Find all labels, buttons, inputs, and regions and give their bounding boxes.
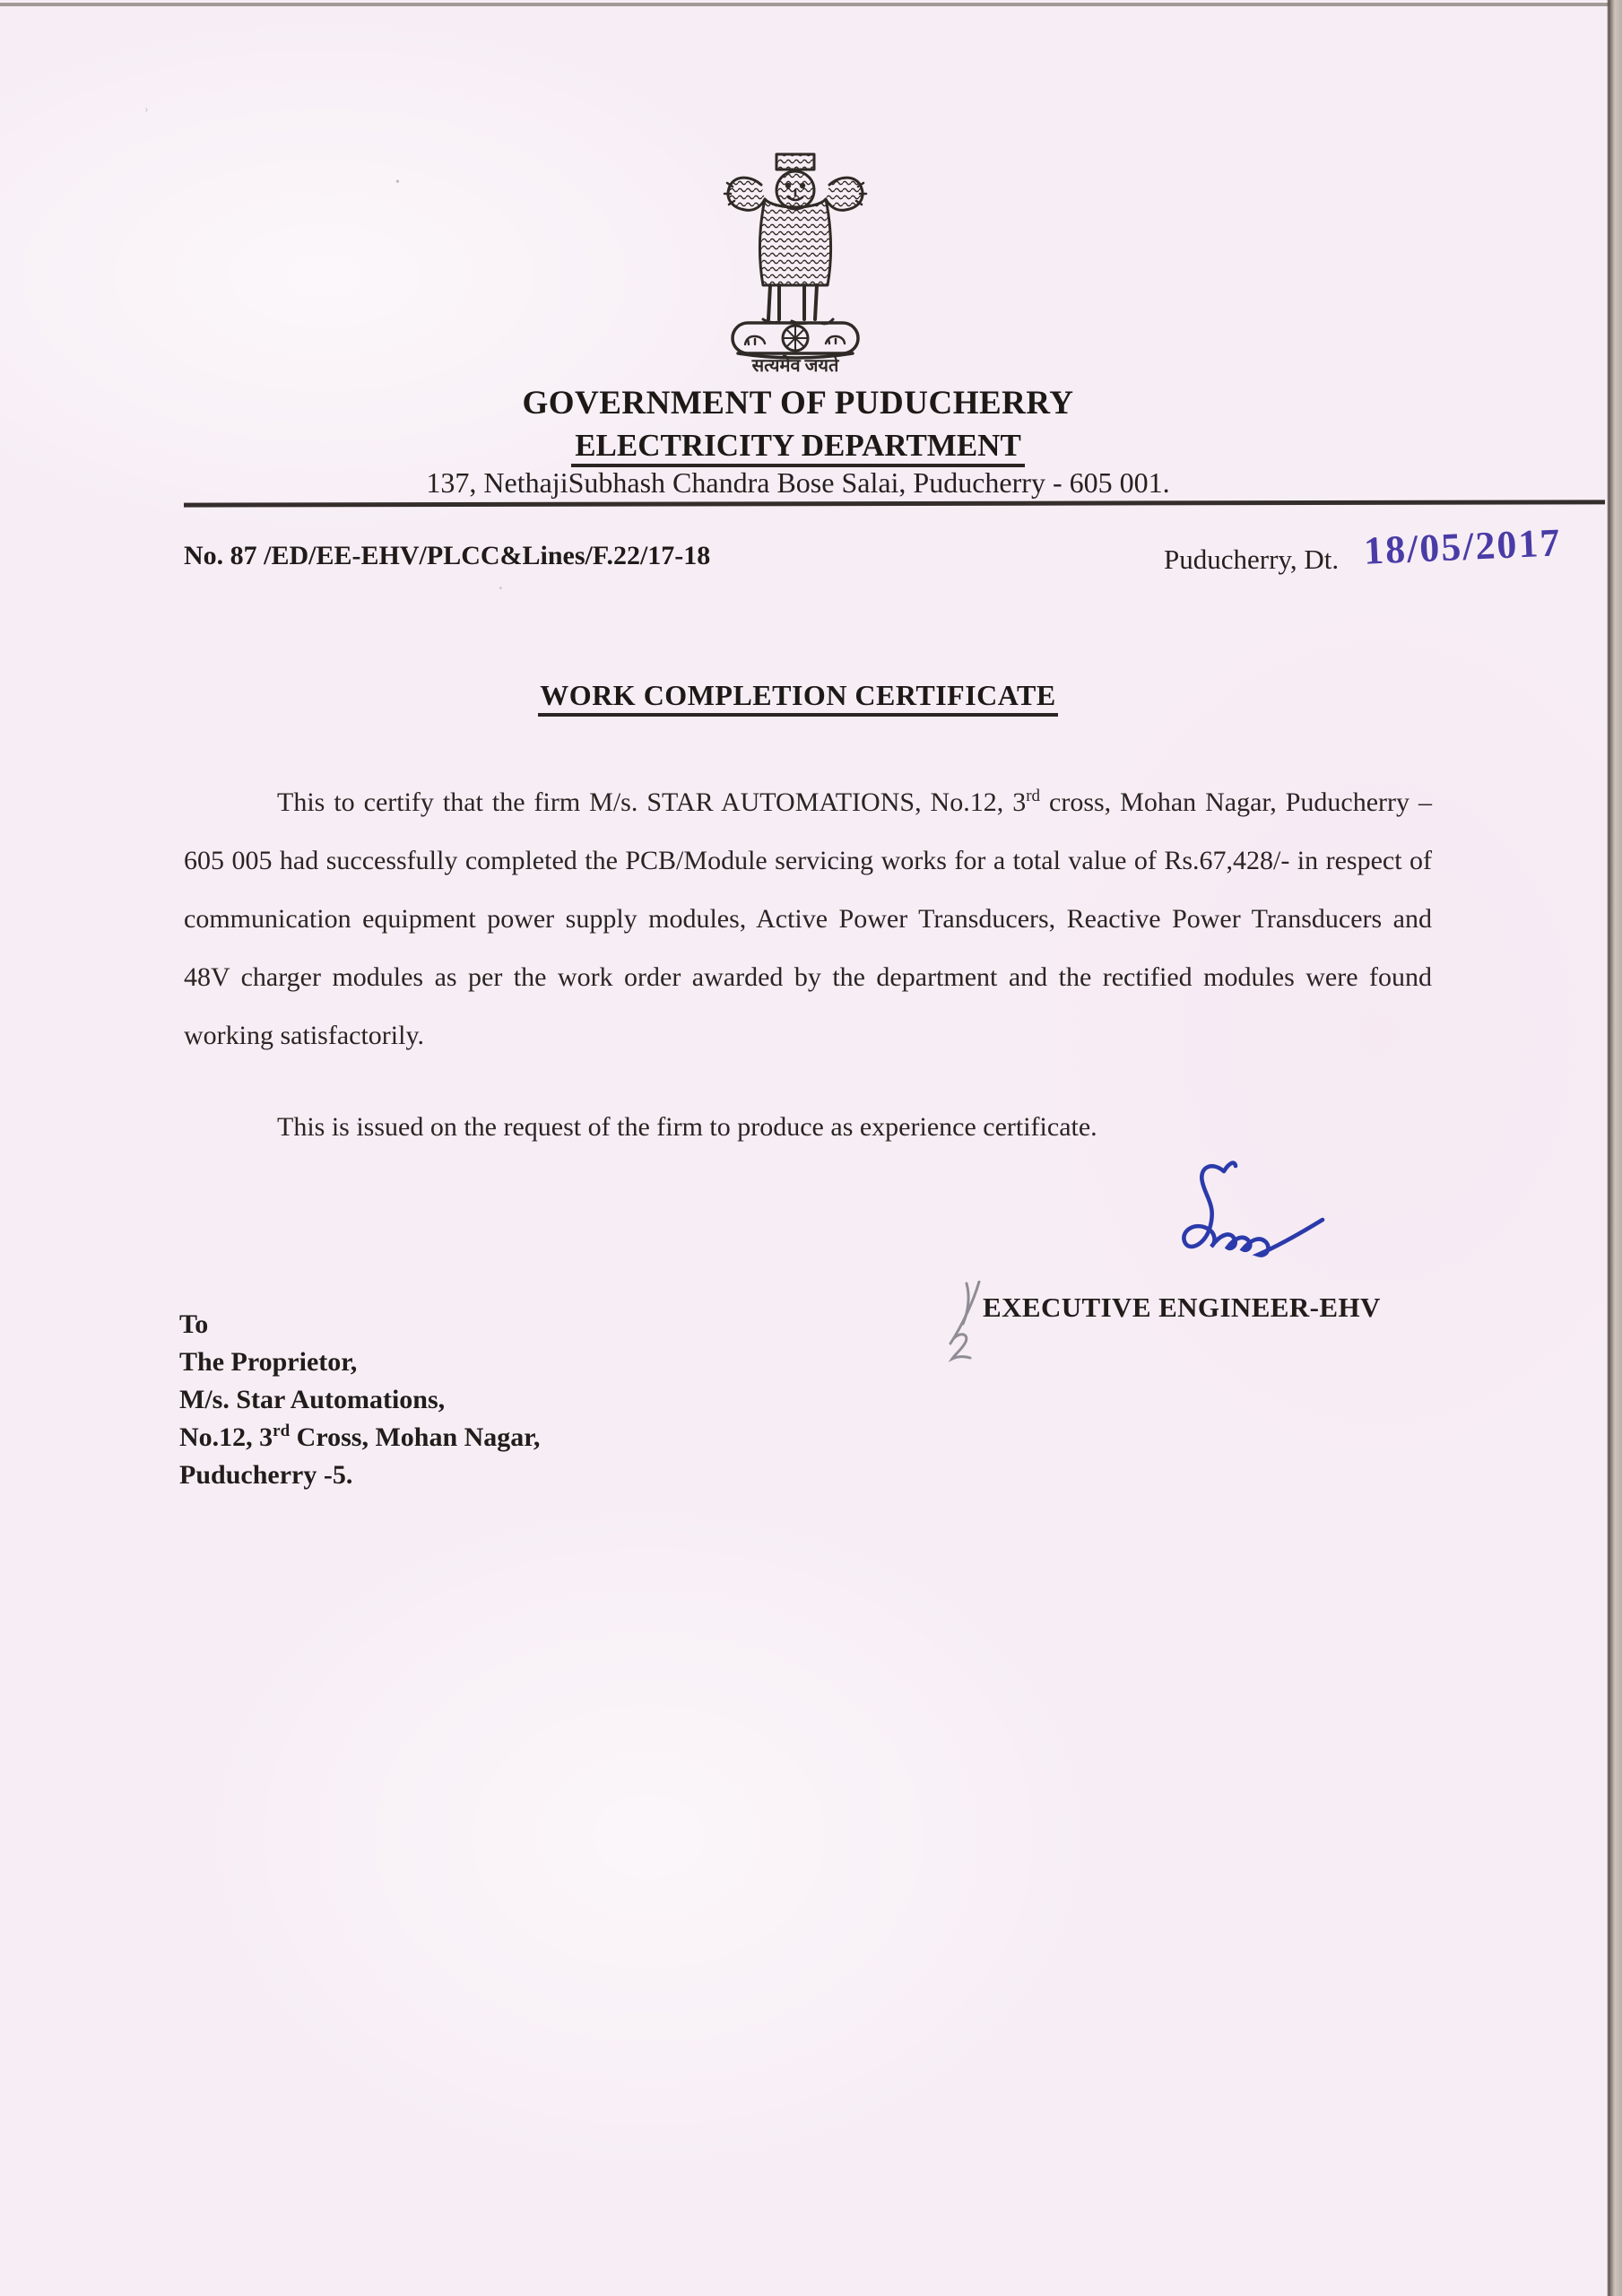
department-title-text: ELECTRICITY DEPARTMENT [571,428,1025,467]
scan-paper-right-edge [1607,0,1622,2296]
india-state-emblem [706,151,885,377]
place-date-label: Puducherry, Dt. [1164,544,1340,575]
body-paragraph-1: This to certify that the firm M/s. STAR AUTOMATIONS, No.12, 3rd cross, Mohan Nagar, Puducherry – 605 005 had successfully completed the PCB/Module servicing works for a total value of Rs.67,428/- in respect of communication equipment power supply modules, Active Power Transducers, Reactive Power Transducers and 48V charger modules as per the work order awarded by the department and the rectified modules were found working satisfactorily. [184,787,1432,1050]
letterhead-divider [184,500,1605,507]
signature-ink [1150,1157,1334,1292]
scan-top-edge [0,3,1609,6]
document-title-text: WORK COMPLETION CERTIFICATE [538,679,1057,717]
pencil-initial-mark [945,1281,988,1366]
recipient-line: The Proprietor, [179,1347,358,1377]
government-title: GOVERNMENT OF PUDUCHERRY [522,385,1074,422]
emblem-motto: सत्यमेव जयते [751,356,839,376]
paper-speck: • [499,581,503,595]
recipient-address-block [179,1306,540,1494]
recipient-line: To [179,1309,209,1339]
paper-speck: ʾ [143,106,150,126]
signatory-designation: EXECUTIVE ENGINEER-EHV [983,1292,1381,1323]
lion-capital-icon [706,151,885,377]
body-paragraph-2: This is issued on the request of the firm to produce as experience certificate. [277,1112,1097,1142]
department-title [0,428,1596,464]
letterhead-address: 137, NethajiSubhash Chandra Bose Salai, Puducherry - 605 001. [426,466,1170,499]
recipient-line: No.12, 3rd Cross, Mohan Nagar, [179,1422,541,1452]
recipient-line: Puducherry -5. [179,1460,353,1490]
handwritten-date: 18/05/2017 [1363,520,1563,573]
reference-number: No. 87 /ED/EE-EHV/PLCC&Lines/F.22/17-18 [184,541,711,570]
recipient-line: M/s. Star Automations, [179,1385,446,1414]
paper-speck: • [395,176,400,189]
document-title [0,679,1596,712]
